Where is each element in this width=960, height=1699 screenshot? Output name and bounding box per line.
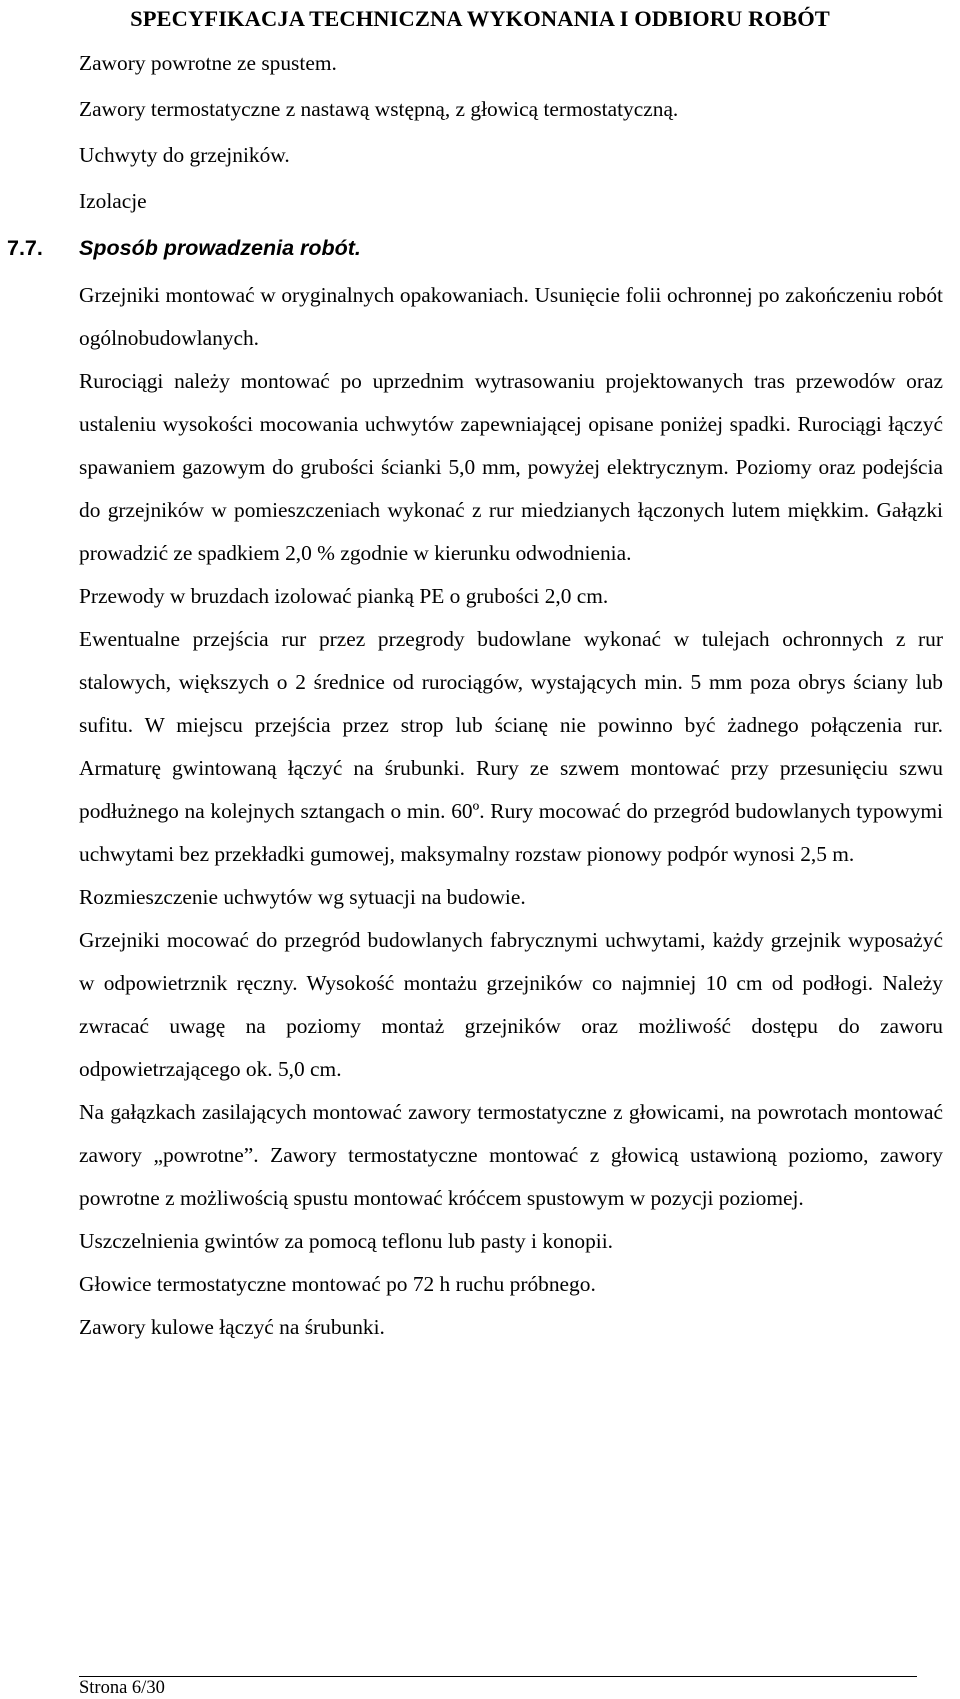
- paragraph: Ewentualne przejścia rur przez przegrody budowlane wykonać w tulejach ochronnych z rur stalowych, większych o 2 średnice od rurociągów, wystających min. 5 mm poza obrys ściany lub sufitu. W miejscu przejścia przez strop lub ścianę nie powinno być żadnego połączenia rur. Armaturę gwintowaną łączyć na śrubunki. Rury ze szwem montować przy przesunięciu szwu podłużnego na kolejnych sztangach o min. 60º. Rury mocować do przegród budowlanych typowymi uchwytami bez przekładki gumowej, maksymalny rozstaw pionowy podpór wynosi 2,5 m.: [79, 627, 943, 866]
- paragraph: Grzejniki mocować do przegród budowlanych fabrycznymi uchwytami, każdy grzejnik wyposażyć w odpowietrznik ręczny. Wysokość montażu grzejników co najmniej 10 cm od podłogi. Należy zwracać uwagę na poziomy montaż grzejników oraz możliwość dostępu do zaworu odpowietrzającego ok. 5,0 cm.: [79, 928, 943, 1081]
- section-number: 7.7.: [7, 236, 43, 260]
- paragraph: Na gałązkach zasilających montować zawory termostatyczne z głowicami, na powrotach montować zawory „powrotne”. Zawory termostatyczne montować z głowicą ustawioną poziomo, zawory powrotne z możliwością spustu montować króćcem spustowym w pozycji poziomej.: [79, 1100, 943, 1210]
- paragraph: Grzejniki montować w oryginalnych opakowaniach. Usunięcie folii ochronnej po zakończeniu robót ogólnobudowlanych.: [79, 283, 943, 350]
- paragraph: Rozmieszczenie uchwytów wg sytuacji na budowie.: [79, 885, 526, 909]
- page-number: Strona 6/30: [79, 1678, 165, 1698]
- intro-line: Izolacje: [79, 189, 147, 213]
- paragraph: Głowice termostatyczne montować po 72 h ruchu próbnego.: [79, 1272, 596, 1296]
- paragraph: Rurociągi należy montować po uprzednim wytrasowaniu projektowanych tras przewodów oraz ustaleniu wysokości mocowania uchwytów zapewniającej opisane poniżej spadki. Rurociągi łączyć spawaniem gazowym do grubości ścianki 5,0 mm, powyżej elektrycznym. Poziomy oraz podejścia do grzejników w pomieszczeniach wykonać z rur miedzianych łączonych lutem miękkim. Gałązki prowadzić ze spadkiem 2,0 % zgodnie w kierunku odwodnienia.: [79, 369, 943, 565]
- section-heading: [7, 224, 943, 272]
- intro-line: Zawory powrotne ze spustem.: [79, 51, 337, 75]
- paragraph: Zawory kulowe łączyć na śrubunki.: [79, 1315, 385, 1339]
- intro-line: Zawory termostatyczne z nastawą wstępną, z głowicą termostatyczną.: [79, 97, 679, 121]
- footer-divider: [79, 1676, 917, 1677]
- paragraph: Uszczelnienia gwintów za pomocą teflonu lub pasty i konopii.: [79, 1229, 614, 1253]
- intro-line: Uchwyty do grzejników.: [79, 143, 290, 167]
- document-header-title: SPECYFIKACJA TECHNICZNA WYKONANIA I ODBIORU ROBÓT: [130, 6, 830, 31]
- document-body: [7, 40, 943, 1349]
- section-title: Sposób prowadzenia robót.: [79, 236, 361, 260]
- paragraph: Przewody w bruzdach izolować pianką PE o grubości 2,0 cm.: [79, 584, 609, 608]
